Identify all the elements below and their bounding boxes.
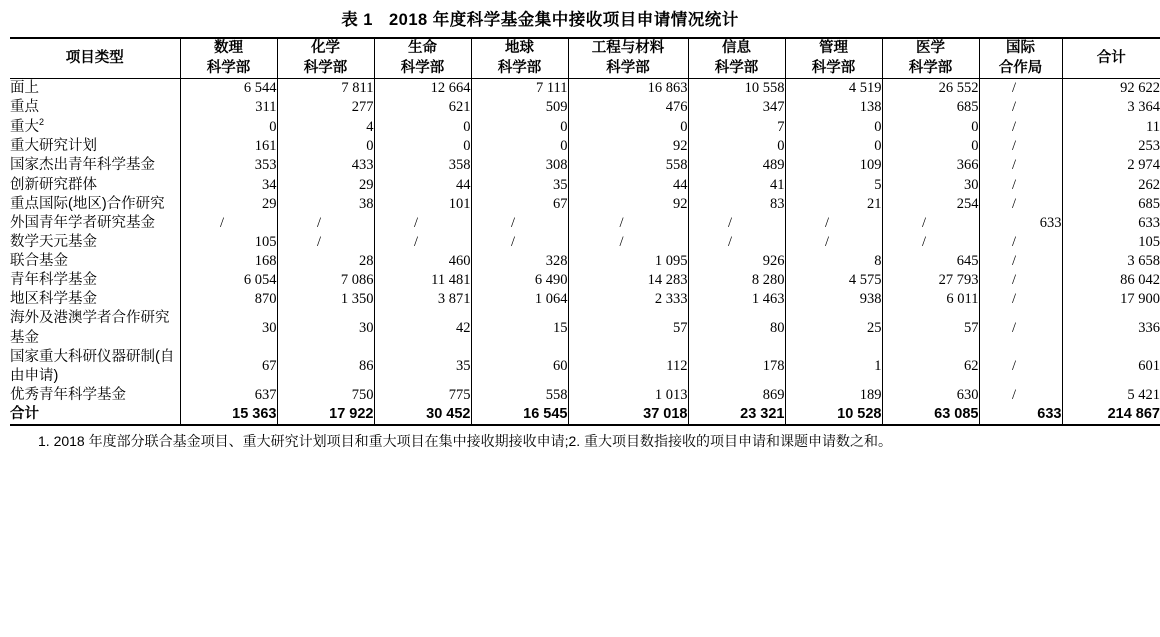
table-row bbox=[10, 195, 1160, 214]
data-cell: 92 bbox=[568, 195, 688, 214]
table-body bbox=[10, 79, 1160, 426]
data-cell: 1 064 bbox=[471, 290, 568, 309]
data-cell: 601 bbox=[1138, 358, 1160, 375]
data-cell: 1 350 bbox=[277, 290, 374, 309]
table-row bbox=[10, 176, 1160, 195]
data-cell: 0 bbox=[688, 137, 785, 156]
data-cell: 633 bbox=[979, 214, 1062, 233]
table-header bbox=[10, 38, 1160, 79]
total-cell: 633 bbox=[979, 405, 1062, 425]
data-cell: 4 bbox=[277, 117, 374, 137]
data-cell: 6 054 bbox=[180, 271, 277, 290]
data-cell: 105 bbox=[180, 233, 277, 252]
data-cell: 6 011 bbox=[882, 290, 979, 309]
data-cell: 685 bbox=[1138, 195, 1160, 212]
col-header-engineering-materials: 工程与材料 科学部 bbox=[568, 38, 688, 79]
row-label: 青年科学基金 bbox=[10, 271, 180, 290]
total-cell: 23 321 bbox=[688, 405, 785, 425]
data-cell: 7 111 bbox=[471, 79, 568, 99]
data-cell: 29 bbox=[277, 176, 374, 195]
data-cell: 558 bbox=[471, 386, 568, 405]
data-cell: 26 552 bbox=[882, 79, 979, 99]
data-cell: 30 bbox=[277, 309, 374, 347]
data-cell: 4 575 bbox=[785, 271, 882, 290]
data-cell: 138 bbox=[785, 98, 882, 117]
data-cell: 3 364 bbox=[1127, 99, 1160, 116]
table-row bbox=[10, 386, 1160, 405]
data-cell: 336 bbox=[1138, 320, 1160, 337]
data-cell: 21 bbox=[785, 195, 882, 214]
data-cell: 476 bbox=[568, 98, 688, 117]
data-cell: 308 bbox=[471, 156, 568, 175]
data-cell: / bbox=[688, 214, 785, 233]
data-cell: 189 bbox=[785, 386, 882, 405]
data-cell: 1 095 bbox=[568, 252, 688, 271]
table-total-row bbox=[10, 405, 1160, 425]
data-cell: 685 bbox=[882, 98, 979, 117]
data-cell: 27 793 bbox=[882, 271, 979, 290]
table-title bbox=[10, 0, 1070, 37]
table-row bbox=[10, 233, 1160, 252]
table-row bbox=[10, 98, 1160, 117]
data-cell: 6 490 bbox=[471, 271, 568, 290]
data-cell: 489 bbox=[688, 156, 785, 175]
table-row bbox=[10, 290, 1160, 309]
row-label: 海外及港澳学者合作研究基金 bbox=[10, 309, 180, 347]
data-cell: / bbox=[979, 195, 1062, 214]
col-header-earth-sciences: 地球 科学部 bbox=[471, 38, 568, 79]
data-cell: 12 664 bbox=[374, 79, 471, 99]
data-cell: / bbox=[882, 233, 979, 252]
statistics-table bbox=[10, 37, 1160, 426]
data-cell: 347 bbox=[688, 98, 785, 117]
data-cell: 558 bbox=[568, 156, 688, 175]
total-cell: 10 528 bbox=[785, 405, 882, 425]
data-cell: 3 871 bbox=[374, 290, 471, 309]
table-row bbox=[10, 137, 1160, 156]
data-cell: 35 bbox=[374, 348, 471, 386]
table-number: 表 1 bbox=[341, 11, 373, 29]
data-cell: 28 bbox=[277, 252, 374, 271]
data-cell: 630 bbox=[882, 386, 979, 405]
row-label: 重点国际(地区)合作研究 bbox=[10, 195, 180, 214]
data-cell: 57 bbox=[568, 309, 688, 347]
data-cell: 0 bbox=[471, 137, 568, 156]
data-cell: / bbox=[979, 176, 1062, 195]
data-cell: / bbox=[979, 137, 1062, 156]
data-cell: 67 bbox=[471, 195, 568, 214]
data-cell: 633 bbox=[1138, 214, 1160, 231]
data-cell: 0 bbox=[882, 137, 979, 156]
row-label: 外国青年学者研究基金 bbox=[10, 214, 180, 233]
data-cell: 328 bbox=[471, 252, 568, 271]
data-cell: 0 bbox=[374, 117, 471, 137]
data-cell: 86 042 bbox=[1120, 272, 1160, 289]
table-footnote bbox=[10, 426, 1070, 451]
col-header-project-type: 项目类型 bbox=[10, 38, 180, 79]
data-cell: / bbox=[277, 233, 374, 252]
row-label: 数学天元基金 bbox=[10, 233, 180, 252]
data-cell: 645 bbox=[882, 252, 979, 271]
data-cell: 254 bbox=[882, 195, 979, 214]
data-cell: / bbox=[785, 214, 882, 233]
data-cell: / bbox=[180, 214, 277, 233]
data-cell: 7 811 bbox=[277, 79, 374, 99]
table-title-text: 2018 年度科学基金集中接收项目申请情况统计 bbox=[388, 11, 739, 29]
col-header-international-cooperation: 国际 合作局 bbox=[979, 38, 1062, 79]
row-label: 联合基金 bbox=[10, 252, 180, 271]
data-cell: 3 658 bbox=[1127, 253, 1160, 270]
table-row bbox=[10, 117, 1160, 137]
data-cell: / bbox=[979, 348, 1062, 386]
data-cell: 105 bbox=[1138, 233, 1160, 250]
data-cell: 7 bbox=[688, 117, 785, 137]
data-cell: 938 bbox=[785, 290, 882, 309]
data-cell: 870 bbox=[180, 290, 277, 309]
row-label: 面上 bbox=[10, 79, 180, 99]
data-cell: 30 bbox=[180, 309, 277, 347]
total-cell: 16 545 bbox=[471, 405, 568, 425]
data-cell: / bbox=[979, 117, 1062, 137]
data-cell: / bbox=[471, 214, 568, 233]
data-cell: 35 bbox=[471, 176, 568, 195]
footnote-marker: 2 bbox=[39, 117, 45, 128]
data-cell: 0 bbox=[568, 117, 688, 137]
row-label: 优秀青年科学基金 bbox=[10, 386, 180, 405]
data-cell: / bbox=[979, 233, 1062, 252]
data-cell: 4 519 bbox=[785, 79, 882, 99]
col-header-total: 合计 bbox=[1062, 38, 1160, 79]
data-cell: / bbox=[568, 214, 688, 233]
data-cell: 2 974 bbox=[1127, 157, 1160, 174]
footnote-text: 1. 2018 年度部分联合基金项目、重大研究计划项目和重大项目在集中接收期接收申请;2. 重大项目数指接收的项目申请和课题申请数之和。 bbox=[38, 433, 893, 450]
data-cell: 926 bbox=[688, 252, 785, 271]
data-cell: / bbox=[568, 233, 688, 252]
table-row bbox=[10, 309, 1160, 347]
data-cell: 44 bbox=[568, 176, 688, 195]
data-cell: 1 bbox=[785, 348, 882, 386]
data-cell: 62 bbox=[882, 348, 979, 386]
data-cell: 366 bbox=[882, 156, 979, 175]
data-cell: / bbox=[882, 214, 979, 233]
total-cell: 63 085 bbox=[882, 405, 979, 425]
data-cell: 101 bbox=[374, 195, 471, 214]
data-cell: / bbox=[979, 271, 1062, 290]
col-header-chemistry: 化学 科学部 bbox=[277, 38, 374, 79]
data-cell: 67 bbox=[180, 348, 277, 386]
data-cell: 0 bbox=[180, 117, 277, 137]
table-row bbox=[10, 252, 1160, 271]
data-cell: 0 bbox=[277, 137, 374, 156]
total-cell: 17 922 bbox=[277, 405, 374, 425]
data-cell: 8 bbox=[785, 252, 882, 271]
data-cell: 277 bbox=[277, 98, 374, 117]
data-cell: 0 bbox=[785, 137, 882, 156]
data-cell: 10 558 bbox=[688, 79, 785, 99]
data-cell: 30 bbox=[882, 176, 979, 195]
data-cell: 86 bbox=[277, 348, 374, 386]
data-cell: 92 622 bbox=[1120, 80, 1160, 97]
data-cell: 11 481 bbox=[374, 271, 471, 290]
total-cell: 30 452 bbox=[374, 405, 471, 425]
data-cell: / bbox=[979, 79, 1062, 99]
data-cell: / bbox=[471, 233, 568, 252]
data-cell: 16 863 bbox=[568, 79, 688, 99]
data-cell: 44 bbox=[374, 176, 471, 195]
data-cell: / bbox=[979, 98, 1062, 117]
data-cell: 112 bbox=[568, 348, 688, 386]
data-cell: 6 544 bbox=[180, 79, 277, 99]
data-cell: 92 bbox=[568, 137, 688, 156]
data-cell: 60 bbox=[471, 348, 568, 386]
data-cell: / bbox=[374, 214, 471, 233]
data-cell: / bbox=[688, 233, 785, 252]
data-cell: 83 bbox=[688, 195, 785, 214]
col-header-life-sciences: 生命 科学部 bbox=[374, 38, 471, 79]
data-cell: 168 bbox=[180, 252, 277, 271]
data-cell: 5 bbox=[785, 176, 882, 195]
data-cell: 311 bbox=[180, 98, 277, 117]
data-cell: 637 bbox=[180, 386, 277, 405]
data-cell: 253 bbox=[1138, 138, 1160, 155]
data-cell: 8 280 bbox=[688, 271, 785, 290]
table-row bbox=[10, 348, 1160, 386]
data-cell: 353 bbox=[180, 156, 277, 175]
total-cell: 15 363 bbox=[180, 405, 277, 425]
data-cell: 0 bbox=[374, 137, 471, 156]
data-cell: 5 421 bbox=[1127, 386, 1160, 403]
data-cell: 621 bbox=[374, 98, 471, 117]
data-cell: 358 bbox=[374, 156, 471, 175]
data-cell: 0 bbox=[785, 117, 882, 137]
data-cell: 1 013 bbox=[568, 386, 688, 405]
data-cell: 80 bbox=[688, 309, 785, 347]
row-label: 重大$^2$ bbox=[10, 117, 180, 137]
data-cell: / bbox=[277, 214, 374, 233]
data-cell: 57 bbox=[882, 309, 979, 347]
table-row bbox=[10, 214, 1160, 233]
data-cell: / bbox=[979, 156, 1062, 175]
data-cell: 25 bbox=[785, 309, 882, 347]
data-cell: 750 bbox=[277, 386, 374, 405]
col-header-management: 管理 科学部 bbox=[785, 38, 882, 79]
col-header-math-physics: 数理 科学部 bbox=[180, 38, 277, 79]
row-label: 创新研究群体 bbox=[10, 176, 180, 195]
total-cell: 214 867 bbox=[1062, 405, 1160, 425]
data-cell: 0 bbox=[471, 117, 568, 137]
data-cell: 17 900 bbox=[1120, 291, 1160, 308]
data-cell: 41 bbox=[688, 176, 785, 195]
data-cell: 869 bbox=[688, 386, 785, 405]
row-label: 地区科学基金 bbox=[10, 290, 180, 309]
data-cell: 161 bbox=[180, 137, 277, 156]
data-cell: 0 bbox=[882, 117, 979, 137]
col-header-information: 信息 科学部 bbox=[688, 38, 785, 79]
data-cell: / bbox=[979, 290, 1062, 309]
data-cell: 38 bbox=[277, 195, 374, 214]
data-cell: / bbox=[979, 252, 1062, 271]
data-cell: 14 283 bbox=[568, 271, 688, 290]
table-row bbox=[10, 271, 1160, 290]
row-label: 国家重大科研仪器研制(自由申请) bbox=[10, 348, 180, 386]
col-header-medicine: 医学 科学部 bbox=[882, 38, 979, 79]
data-cell: 262 bbox=[1138, 176, 1160, 193]
data-cell: 34 bbox=[180, 176, 277, 195]
header-row bbox=[10, 38, 1160, 79]
data-cell: 1 463 bbox=[688, 290, 785, 309]
row-label: 重点 bbox=[10, 98, 180, 117]
data-cell: 775 bbox=[374, 386, 471, 405]
data-cell: / bbox=[785, 233, 882, 252]
data-cell: / bbox=[979, 309, 1062, 347]
data-cell: 433 bbox=[277, 156, 374, 175]
data-cell: 460 bbox=[374, 252, 471, 271]
data-cell: 42 bbox=[374, 309, 471, 347]
data-cell: 2 333 bbox=[568, 290, 688, 309]
data-cell: 29 bbox=[180, 195, 277, 214]
data-cell: 178 bbox=[688, 348, 785, 386]
data-cell: / bbox=[374, 233, 471, 252]
data-cell: 109 bbox=[785, 156, 882, 175]
data-cell: 11 bbox=[1146, 118, 1160, 135]
table-row bbox=[10, 79, 1160, 99]
row-label: 国家杰出青年科学基金 bbox=[10, 156, 180, 175]
row-label: 重大研究计划 bbox=[10, 137, 180, 156]
total-cell: 37 018 bbox=[568, 405, 688, 425]
data-cell: 7 086 bbox=[277, 271, 374, 290]
data-cell: 509 bbox=[471, 98, 568, 117]
table-row bbox=[10, 156, 1160, 175]
data-cell: / bbox=[979, 386, 1062, 405]
total-row-label: 合计 bbox=[10, 405, 180, 425]
data-cell: 15 bbox=[471, 309, 568, 347]
